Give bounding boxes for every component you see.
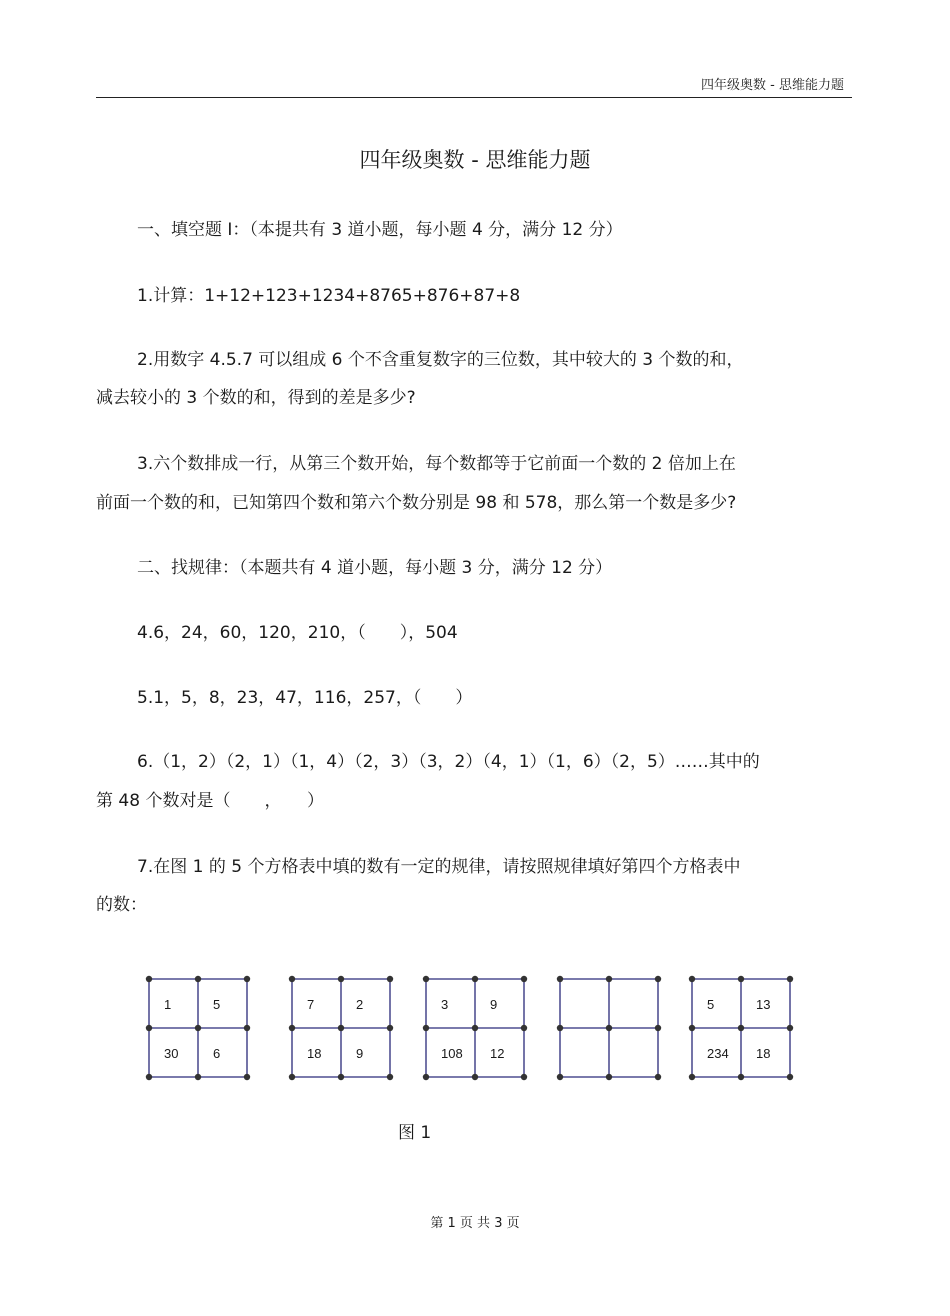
question-2-line-1: 2.用数字 4.5.7 可以组成 6 个不含重复数字的三位数，其中较大的 3 个数的和， — [137, 350, 744, 370]
grid-vertex-dot — [423, 1025, 429, 1031]
grid-vertex-dot — [606, 1025, 612, 1031]
question-6-line-1: 6.（1，2）（2，1）（1，4）（2，3）（3，2）（4，1）（1，6）（2，5）……其中的 — [137, 752, 760, 772]
grid-table-4 — [557, 976, 661, 1080]
grid-vertex-dot — [738, 1025, 744, 1031]
question-3-line-2: 前面一个数的和，已知第四个数和第六个数分别是 98 和 578，那么第一个数是多少? — [96, 493, 737, 513]
grid-vertex-dot — [557, 1074, 563, 1080]
grid-vertex-dot — [787, 976, 793, 982]
question-3-line-1: 3.六个数排成一行，从第三个数开始，每个数都等于它前面一个数的 2 倍加上在 — [137, 454, 736, 474]
grid-vertex-dot — [387, 1025, 393, 1031]
grid-cell-value-tl: 3 — [441, 997, 449, 1012]
grid-table-2 — [289, 976, 393, 1080]
grid-vertex-dot — [521, 1074, 527, 1080]
grid-vertex-dot — [244, 1074, 250, 1080]
question-4: 4.6，24，60，120，210，（ ），504 — [137, 623, 458, 643]
grid-vertex-dot — [244, 1025, 250, 1031]
grid-vertex-dot — [387, 1074, 393, 1080]
grid-cell-value-br: 9 — [356, 1046, 364, 1061]
grid-cell-value-tr: 2 — [356, 997, 364, 1012]
question-7-line-1: 7.在图 1 的 5 个方格表中填的数有一定的规律，请按照规律填好第四个方格表中 — [137, 857, 741, 877]
grid-vertex-dot — [521, 976, 527, 982]
grid-vertex-dot — [689, 1025, 695, 1031]
grid-table-5 — [689, 976, 793, 1080]
question-6-line-2: 第 48 个数对是（ ， ） — [96, 791, 324, 811]
grid-cell-value-tl: 1 — [164, 997, 172, 1012]
running-header: 四年级奥数 - 思维能力题 — [701, 78, 844, 93]
grid-vertex-dot — [472, 1025, 478, 1031]
grid-vertex-dot — [557, 1025, 563, 1031]
grid-vertex-dot — [244, 976, 250, 982]
grid-cell-value-tl: 7 — [307, 997, 315, 1012]
grid-vertex-dot — [146, 976, 152, 982]
grid-vertex-dot — [338, 1074, 344, 1080]
grid-cell-value-tr: 13 — [756, 997, 771, 1012]
page-footer: 第 1 页 共 3 页 — [430, 1216, 520, 1231]
question-7-line-2: 的数： — [96, 895, 147, 915]
grid-vertex-dot — [195, 1074, 201, 1080]
grid-cell-value-br: 12 — [490, 1046, 505, 1061]
grid-vertex-dot — [521, 1025, 527, 1031]
figure-1-grids — [140, 970, 810, 1090]
grid-vertex-dot — [606, 1074, 612, 1080]
grid-cell-value-br: 18 — [756, 1046, 771, 1061]
grid-vertex-dot — [289, 1025, 295, 1031]
grid-vertex-dot — [606, 976, 612, 982]
grid-table-1 — [146, 976, 250, 1080]
grid-vertex-dot — [787, 1074, 793, 1080]
grid-vertex-dot — [655, 976, 661, 982]
grid-vertex-dot — [146, 1025, 152, 1031]
section-1-heading: 一、填空题 I：（本提共有 3 道小题，每小题 4 分，满分 12 分） — [137, 220, 623, 240]
grid-vertex-dot — [338, 976, 344, 982]
grid-vertex-dot — [289, 1074, 295, 1080]
page-title: 四年级奥数 - 思维能力题 — [359, 148, 591, 172]
grid-vertex-dot — [689, 1074, 695, 1080]
grid-vertex-dot — [423, 976, 429, 982]
grid-vertex-dot — [655, 1074, 661, 1080]
question-5: 5.1，5，8，23，47，116，257，（ ） — [137, 688, 473, 708]
header-divider — [96, 97, 852, 98]
grid-vertex-dot — [689, 976, 695, 982]
grid-vertex-dot — [146, 1074, 152, 1080]
grid-vertex-dot — [289, 976, 295, 982]
grid-cell-value-bl: 30 — [164, 1046, 179, 1061]
grid-vertex-dot — [195, 1025, 201, 1031]
grid-vertex-dot — [655, 1025, 661, 1031]
grid-vertex-dot — [195, 976, 201, 982]
grid-vertex-dot — [557, 976, 563, 982]
grid-cell-value-bl: 18 — [307, 1046, 322, 1061]
grid-cell-value-bl: 108 — [441, 1046, 463, 1061]
grid-cell-value-tl: 5 — [707, 997, 715, 1012]
grid-table-3 — [423, 976, 527, 1080]
figure-caption: 图 1 — [398, 1123, 432, 1143]
grid-vertex-dot — [423, 1074, 429, 1080]
grid-cell-value-bl: 234 — [707, 1046, 729, 1061]
grid-cell-value-br: 6 — [213, 1046, 221, 1061]
grid-vertex-dot — [387, 976, 393, 982]
grid-vertex-dot — [738, 976, 744, 982]
grid-vertex-dot — [787, 1025, 793, 1031]
grid-vertex-dot — [738, 1074, 744, 1080]
grid-cell-value-tr: 5 — [213, 997, 221, 1012]
grid-vertex-dot — [472, 976, 478, 982]
question-2-line-2: 减去较小的 3 个数的和，得到的差是多少? — [96, 388, 416, 408]
grid-vertex-dot — [338, 1025, 344, 1031]
section-2-heading: 二、找规律：（本题共有 4 道小题，每小题 3 分，满分 12 分） — [137, 558, 613, 578]
grid-cell-value-tr: 9 — [490, 997, 498, 1012]
grid-vertex-dot — [472, 1074, 478, 1080]
question-1: 1.计算：1+12+123+1234+8765+876+87+8 — [137, 286, 521, 306]
